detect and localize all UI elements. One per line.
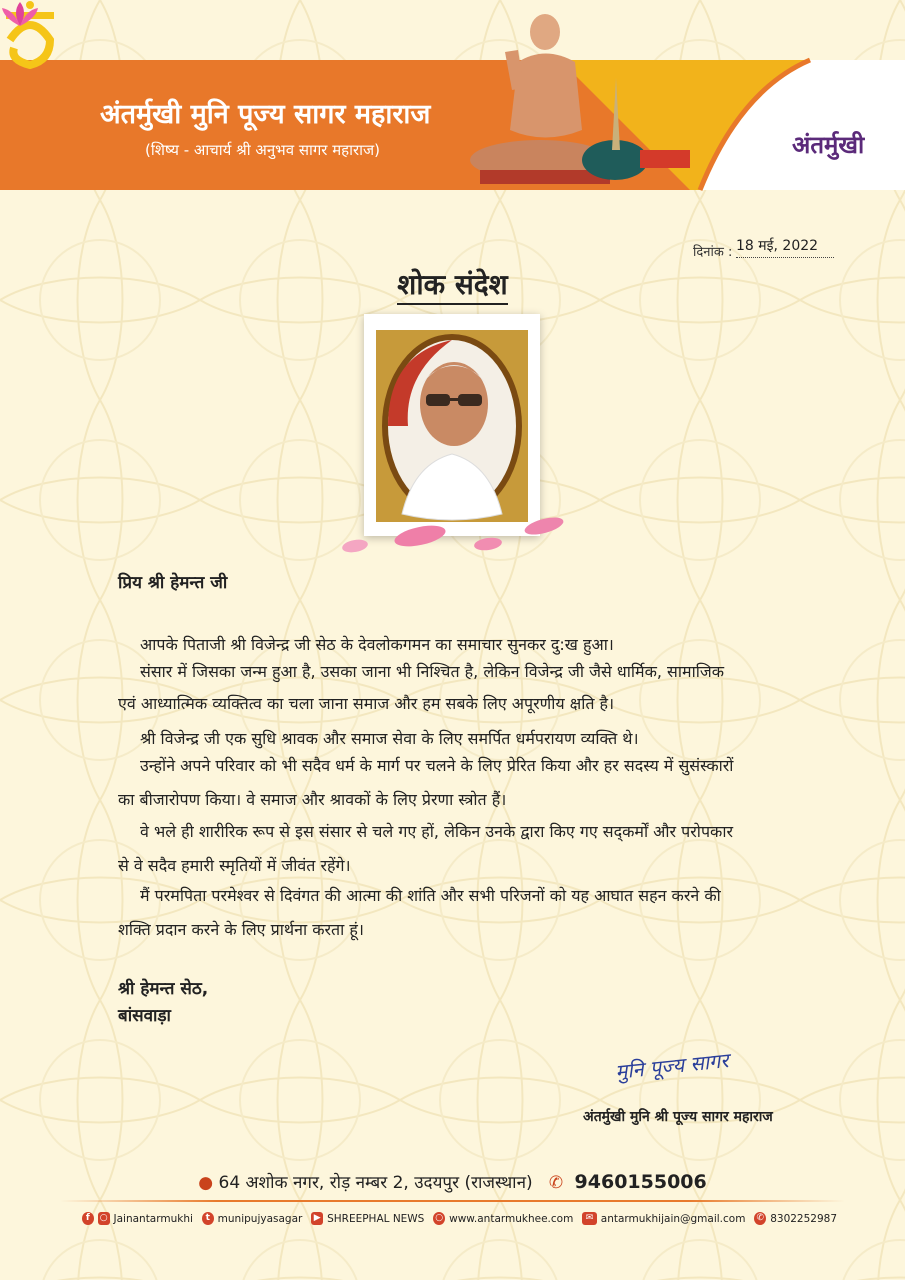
letter-line-1: आपके पिताजी श्री विजेन्द्र जी सेठ के देवलोकगमन का समाचार सुनकर दु:ख हुआ। [140,635,614,654]
whatsapp-icon[interactable]: ✆ [754,1212,766,1225]
website-link[interactable]: www.antarmukhee.com [449,1212,574,1225]
facebook-handle[interactable]: Jainantarmukhi [113,1212,193,1225]
header-banner [0,0,905,195]
sender-place: बांसवाड़ा [118,1006,171,1026]
date-label: दिनांक : [693,245,733,260]
date-value: 18 मई, 2022 [736,236,834,258]
phone-number[interactable]: 9460155006 [574,1171,707,1193]
twitter-icon[interactable]: t [202,1212,214,1225]
lotus-icon [0,0,40,28]
title-text: शोक संदेश [397,268,507,305]
signature: मुनि पूज्य सागर [614,1048,730,1084]
twitter-handle[interactable]: munipujyasagar [217,1212,303,1225]
salutation: प्रिय श्री हेमन्त जी [118,573,228,593]
sender-name: श्री हेमन्त सेठ, [118,979,209,999]
page-title [0,265,905,303]
letter-line-9: मैं परमपिता परमेश्वर से दिवंगत की आत्मा की शांति और सभी परिजनों को यह आघात सहन करने की [140,886,721,905]
globe-icon[interactable]: ○ [435,1213,444,1223]
youtube-channel[interactable]: SHREEPHAL NEWS [327,1212,425,1225]
social-footer [82,1212,842,1225]
youtube-icon[interactable]: ▶ [311,1212,323,1225]
contact-row [0,1170,905,1193]
whatsapp-number[interactable]: 8302252987 [770,1212,838,1225]
letter-line-8: से वे सदैव हमारी स्मृतियों में जीवंत रहेंगे। [118,856,351,875]
header-subtitle: (शिष्य - आचार्य श्री अनुभव सागर महाराज) [145,141,381,159]
email-address[interactable]: antarmukhijain@gmail.com [600,1212,746,1225]
letter-line-5: उन्होंने अपने परिवार को भी सदैव धर्म के मार्ग पर चलने के लिए प्रेरित किया और हर सदस्य में सुसंस्कारों [140,756,734,775]
letter-line-10: शक्ति प्रदान करने के लिए प्रार्थना करता हूं। [118,920,364,939]
rose-petals [330,510,570,560]
antarmukhi-logo-text: अंतर्मुखी [792,131,865,159]
letter-line-6: का बीजारोपण किया। वे समाज और श्रावकों के लिए प्रेरणा स्त्रोत हैं। [118,790,507,809]
memorial-photo [364,314,540,536]
location-pin-icon: ● [198,1173,214,1193]
email-icon[interactable]: ✉ [582,1212,596,1225]
letter-line-3: एवं आध्यात्मिक व्यक्तित्व का चला जाना समाज और हम सबके लिए अपूरणीय क्षति है। [118,694,615,713]
instagram-icon[interactable]: ○ [99,1213,108,1223]
letter-line-4: श्री विजेन्द्र जी एक सुधि श्रावक और समाज सेवा के लिए समर्पित धर्मपरायण व्यक्ति थे। [140,729,639,748]
letter-line-2: संसार में जिसका जन्म हुआ है, उसका जाना भी निश्चित है, लेकिन विजेन्द्र जी जैसे धार्मिक, सामाजिक [140,662,725,681]
portrait-frame [364,314,540,536]
address: 64 अशोक नगर, रोड़ नम्बर 2, उदयपुर (राजस्थान) [218,1173,533,1193]
footer-divider [60,1200,845,1202]
facebook-icon[interactable]: f [82,1212,94,1225]
phone-icon: ✆ [548,1173,564,1193]
letter-line-7: वे भले ही शारीरिक रूप से इस संसार से चले गए हों, लेकिन उनके द्वारा किए गए सद्‌कर्मों और परोपकार [140,822,734,841]
signer-name: अंतर्मुखी मुनि श्री पूज्य सागर महाराज [583,1109,773,1125]
header-title: अंतर्मुखी मुनि पूज्य सागर महाराज [100,99,431,130]
